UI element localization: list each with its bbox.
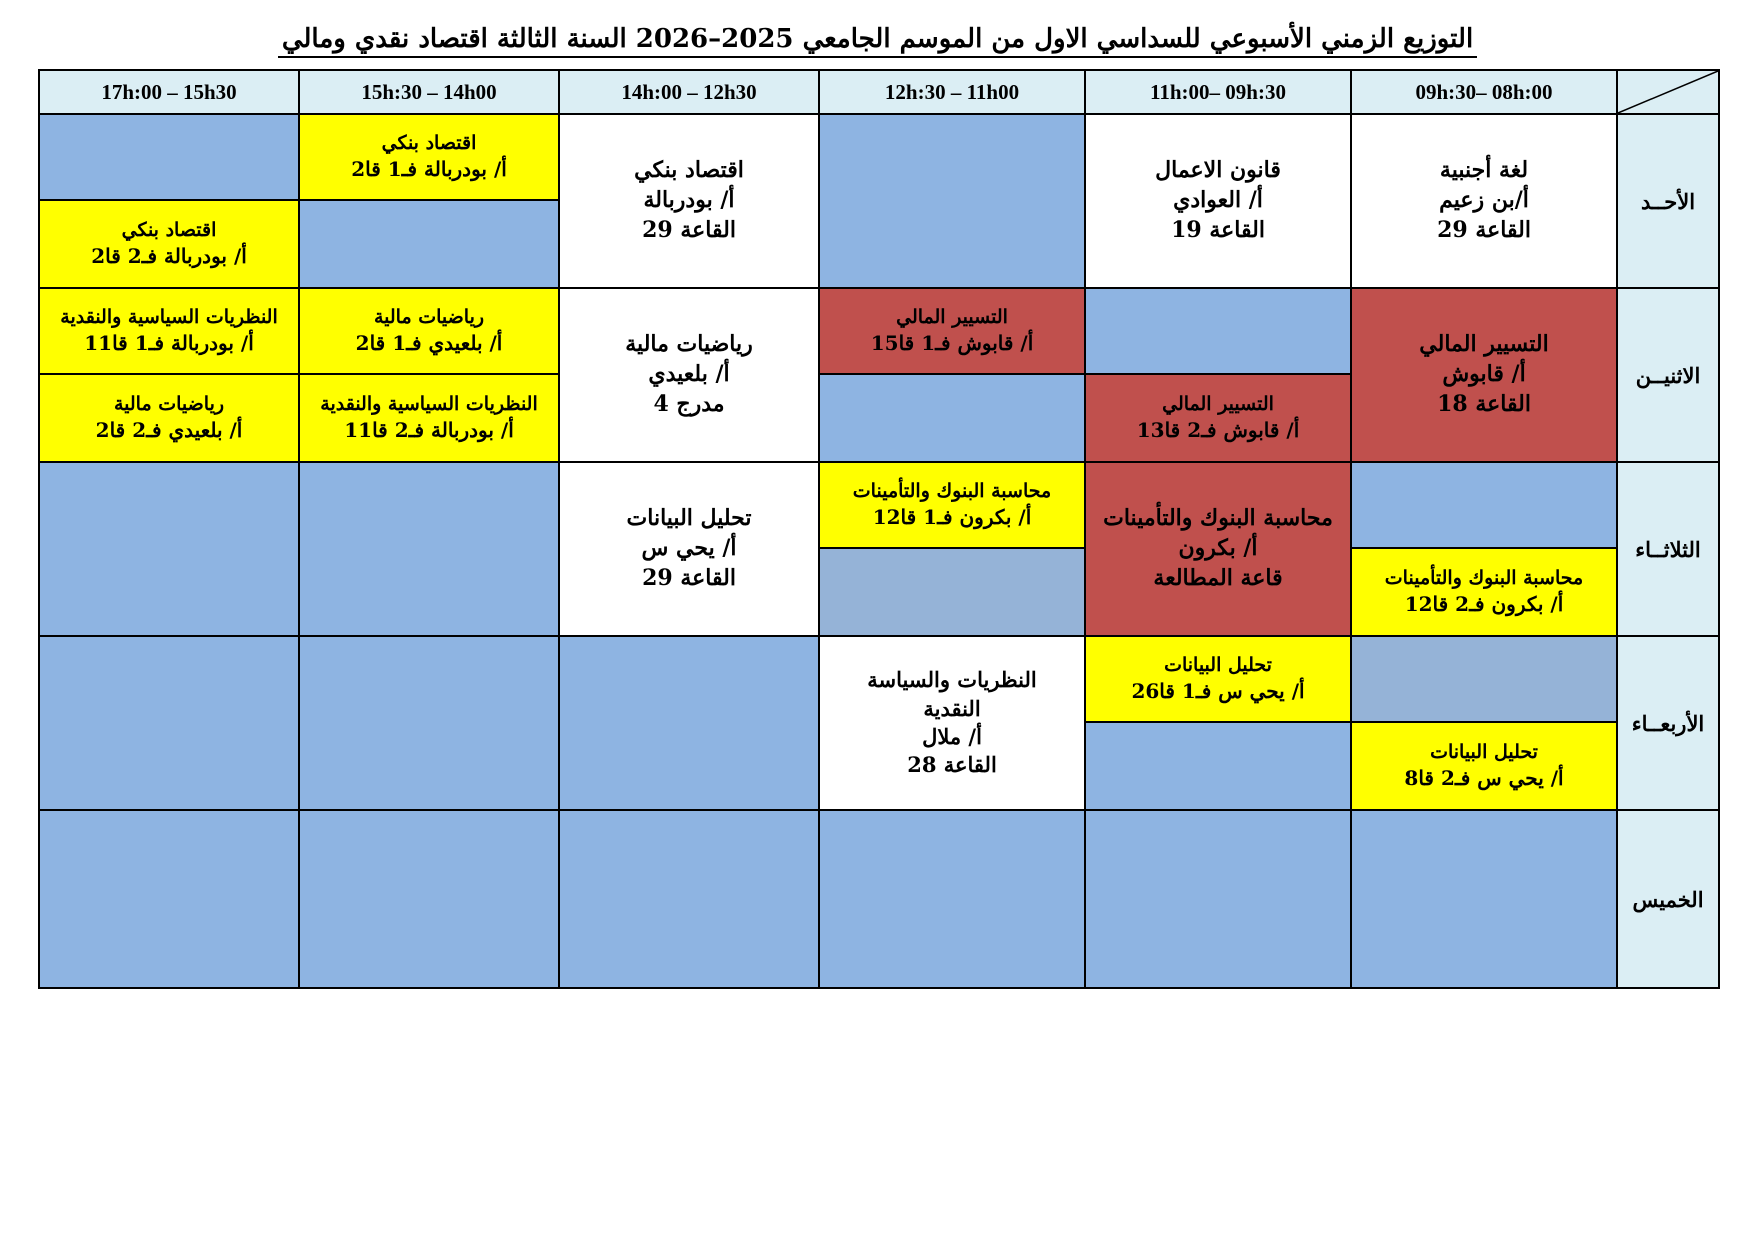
empty-cell bbox=[1084, 809, 1352, 989]
session-cell: رياضيات مالية أ/ بلعيدي فـ1 قا2 bbox=[298, 287, 560, 375]
session-cell: محاسبة البنوك والتأمينات أ/ بكرون قاعة المطالعة bbox=[1084, 461, 1352, 637]
empty-cell bbox=[1084, 287, 1352, 375]
empty-cell bbox=[818, 809, 1086, 989]
session-cell: النظريات السياسية والنقدية أ/ بودربالة فـ2 قا11 bbox=[298, 373, 560, 463]
timetable bbox=[38, 69, 1734, 993]
session-cell: محاسبة البنوك والتأمينات أ/ بكرون فـ1 قا12 bbox=[818, 461, 1086, 549]
empty-cell bbox=[558, 809, 820, 989]
day-wednesday: الأربعــاء bbox=[1616, 635, 1720, 811]
session-cell: التسيير المالي أ/ قابوش فـ1 قا15 bbox=[818, 287, 1086, 375]
session-cell: التسيير المالي أ/ قابوش القاعة 18 bbox=[1350, 287, 1618, 463]
day-sunday: الأحــد bbox=[1616, 113, 1720, 289]
page-title: التوزيع الزمني الأسبوعي للسداسي الاول من الموسم الجامعي 2025–2026 السنة الثالثة اقتصاد نقدي ومالي bbox=[0, 24, 1755, 54]
session-cell: رياضيات مالية أ/ بلعيدي مدرج 4 bbox=[558, 287, 820, 463]
day-thursday: الخميس bbox=[1616, 809, 1720, 989]
session-cell: محاسبة البنوك والتأمينات أ/ بكرون فـ2 قا12 bbox=[1350, 547, 1618, 637]
session-cell: التسيير المالي أ/ قابوش فـ2 قا13 bbox=[1084, 373, 1352, 463]
empty-cell bbox=[1350, 461, 1618, 549]
session-cell: اقتصاد بنكي أ/ بودربالة القاعة 29 bbox=[558, 113, 820, 289]
time-header-3: 12h:30 – 11h00 bbox=[818, 69, 1086, 115]
time-header-6: 17h:00 – 15h30 bbox=[38, 69, 300, 115]
empty-cell bbox=[1084, 721, 1352, 811]
day-monday: الاثنيــن bbox=[1616, 287, 1720, 463]
empty-cell bbox=[558, 635, 820, 811]
session-cell: رياضيات مالية أ/ بلعيدي فـ2 قا2 bbox=[38, 373, 300, 463]
empty-cell bbox=[38, 461, 300, 637]
empty-cell bbox=[298, 809, 560, 989]
empty-cell bbox=[38, 809, 300, 989]
time-header-4: 14h:00 – 12h30 bbox=[558, 69, 820, 115]
time-header-5: 15h:30 – 14h00 bbox=[298, 69, 560, 115]
time-header-2: 11h:00– 09h:30 bbox=[1084, 69, 1352, 115]
session-cell: اقتصاد بنكي أ/ بودربالة فـ2 قا2 bbox=[38, 199, 300, 289]
session-cell: النظريات والسياسة النقدية أ/ ملال القاعة 28 bbox=[818, 635, 1086, 811]
time-header-1: 09h:30– 08h:00 bbox=[1350, 69, 1618, 115]
session-cell: تحليل البيانات أ/ يحي س فـ1 قا26 bbox=[1084, 635, 1352, 723]
empty-cell bbox=[818, 547, 1086, 637]
session-cell: لغة أجنبية أ/بن زعيم القاعة 29 bbox=[1350, 113, 1618, 289]
session-cell: النظريات السياسية والنقدية أ/ بودربالة فـ1 قا11 bbox=[38, 287, 300, 375]
empty-cell bbox=[38, 635, 300, 811]
empty-cell bbox=[38, 113, 300, 201]
empty-cell bbox=[1350, 809, 1618, 989]
session-cell: تحليل البيانات أ/ يحي س فـ2 قا8 bbox=[1350, 721, 1618, 811]
empty-cell bbox=[298, 199, 560, 289]
session-cell: تحليل البيانات أ/ يحي س القاعة 29 bbox=[558, 461, 820, 637]
empty-cell bbox=[818, 113, 1086, 289]
session-cell: اقتصاد بنكي أ/ بودربالة فـ1 قا2 bbox=[298, 113, 560, 201]
corner-cell bbox=[1616, 69, 1720, 115]
empty-cell bbox=[298, 635, 560, 811]
empty-cell bbox=[818, 373, 1086, 463]
day-tuesday: الثلاثــاء bbox=[1616, 461, 1720, 637]
empty-cell bbox=[1350, 635, 1618, 723]
session-cell: قانون الاعمال أ/ العوادي القاعة 19 bbox=[1084, 113, 1352, 289]
diagonal-line-icon bbox=[1618, 71, 1718, 113]
empty-cell bbox=[298, 461, 560, 637]
